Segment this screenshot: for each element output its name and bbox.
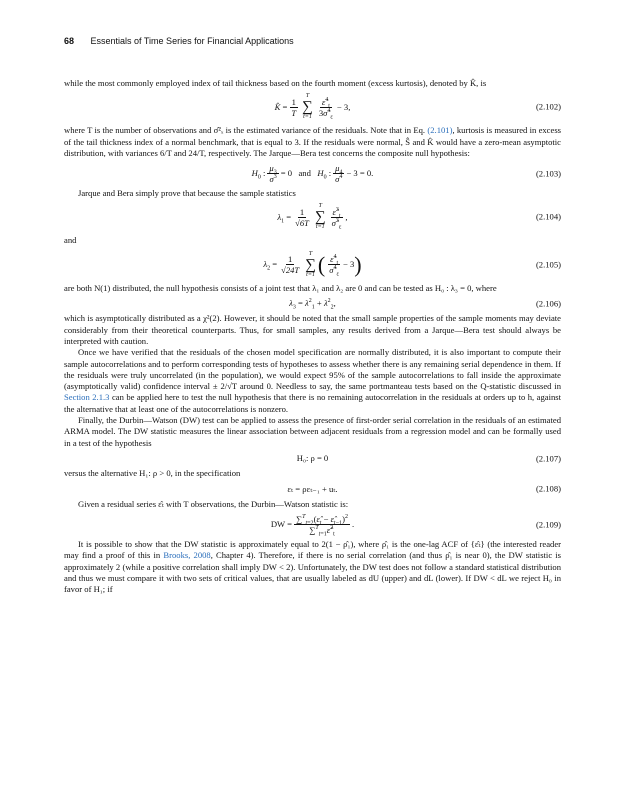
paragraph: Given a residual series ε̂ₜ with T observations, the Durbin—Watson statistic is:: [78, 498, 349, 509]
equation-2-109: DW = $\frac{\sum^T_{t=2}(\varepsilon̂_t - \varepsilon̂_{t-1})^2}{\sum^T_{t=1}\varepsilon̂^2_t}$ . (2.109): [270, 514, 561, 538]
paragraph: Once we have verified that the residuals of the chosen model specification are normally distributed, it is also important to compute their sample autocorrelations and to perform corresponding tests of hypotheses to assess whether there is any remaining serial dependence in them. If the residuals were truly uncorrelated (in the population), we would expect 95% of the sample autocorrelations to fall inside the approximate (asymptotically valid) confidence interval ± 2/√T around 0. Needless to say, the same portmanteau tests based on the Q-statistic discussed in Section 2.1.3 can be applied here to test the null hypothesis that there is no remaining autocorrelation in the residuals at orders up to h, against the alternative that at least one of the autocorrelations is nonzero.: [64, 347, 561, 414]
equation-number: (2.104): [535, 211, 561, 222]
paragraph: which is asymptotically distributed as a χ²(2). However, it should be noted that the small sample properties of the sample moments may deviate considerably from their theoretical counterparts. Thus, for small samples, any results derived from a Jarque—Bera test should always be interpreted with caution.: [64, 313, 561, 346]
paragraph: while the most commonly employed index of tail thickness based on the fourth moment (excess kurtosis), denoted by K̂, is: [64, 78, 487, 88]
equation-2-106: $\lambda_3 = \lambda^2_1 + \lambda^2_2$, (2.106): [289, 298, 561, 311]
equation-2-104: $\lambda_1$ = $\frac{1}{√6T}$ T ∑ t=1 $\frac{\varepsilon̂^3_t}{\sigmâ^3_\varepsilon}$ , (2.104): [277, 203, 561, 231]
equation-2-108: εₜ = ρεₜ₋₁ + uₜ. (2.108): [287, 483, 561, 494]
paragraph: are both N(1) distributed, the null hypothesis consists of a joint test that λ₁ and λ₂ are 0 and can be tested as H₀ : λ₃ = 0, where: [64, 282, 497, 293]
running-header: [64, 36, 294, 46]
page-number: 68: [64, 36, 75, 46]
running-title: Essentials of Time Series for Financial Applications: [90, 36, 294, 46]
equation-number: (2.107): [535, 452, 561, 463]
paragraph: and: [64, 235, 77, 246]
equation-2-102: K̂ = $\frac{1}{T}$ T ∑ t=1 $\frac{\varepsilon̂^4_t}{3\sigmâ^4_\varepsilon}$ − 3, (2.102): [274, 93, 561, 121]
equation-number: (2.106): [535, 298, 561, 309]
equation-number: (2.105): [535, 259, 561, 270]
equation-2-107: H₀: ρ = 0 (2.107): [296, 452, 561, 463]
page-body: [64, 78, 561, 596]
paragraph: versus the alternative H₁: ρ > 0, in the specification: [64, 468, 241, 479]
equation-2-103: $H_0$ : $\frac{\mu_3}{\sigma^3}$ = 0 and $H_0$ : $\frac{\mu_4}{\sigma^4}$ − 3 = 0. (2.103): [251, 163, 561, 185]
paragraph: where T is the number of observations and σ̂²ₓ is the estimated variance of the residuals. Note that in Eq. (2.101), kurtosis is measured in excess of the tail thickness index of a normal benchmark, that is equal to 3. If the residuals were normal, Ŝ and K̂ would have a zero-mean asymptotic distribution, with variances 6/T and 24/T, respectively. The Jarque—Bera test concerns the composite null hypothesis:: [64, 125, 562, 158]
equation-number: (2.102): [535, 101, 561, 112]
citation-link[interactable]: Brooks, 2008: [163, 550, 211, 561]
equation-link[interactable]: (2.101): [427, 125, 453, 136]
equation-number: (2.109): [535, 518, 561, 529]
paragraph: Finally, the Durbin—Watson (DW) test can be applied to assess the presence of first-order serial correlation in the residuals of an estimated ARMA model. The DW statistic measures the linear association between adjacent residuals from a regression model and can be formally used in a test of the hypothesis: [64, 415, 561, 448]
equation-2-105: $\lambda_2$ = $\frac{1}{√24T}$ T ∑ t=1 ( $\frac{\varepsilon̂^4_t}{\sigmâ^4_\varepsilon}$ − 3 ) (2.105): [263, 250, 561, 278]
equation-number: (2.108): [535, 483, 561, 494]
equation-number: (2.103): [535, 168, 561, 179]
section-link[interactable]: Section 2.1.3: [64, 392, 110, 403]
paragraph: Jarque and Bera simply prove that because the sample statistics: [78, 188, 296, 199]
paragraph: It is possible to show that the DW statistic is approximately equal to 2(1 − ρ̂₁), where ρ̂₁ is the one-lag ACF of {ε̂ₜ} (the interested reader may find a proof of this in Brooks, 2008, Chapter 4). Therefore, if there is no serial correlation (and thus ρ̂₁ is near 0), the DW statistic is approximately 2 (while a positive correlation shall imply DW < 2). Unfortunately, the DW test does not follow a standard statistical distribution and thus we must compare it with two sets of critical values, that are usually labeled as dU (upper) and dL (lower). If DW < dL we reject H₀ in favor of H₁; if: [64, 539, 562, 595]
